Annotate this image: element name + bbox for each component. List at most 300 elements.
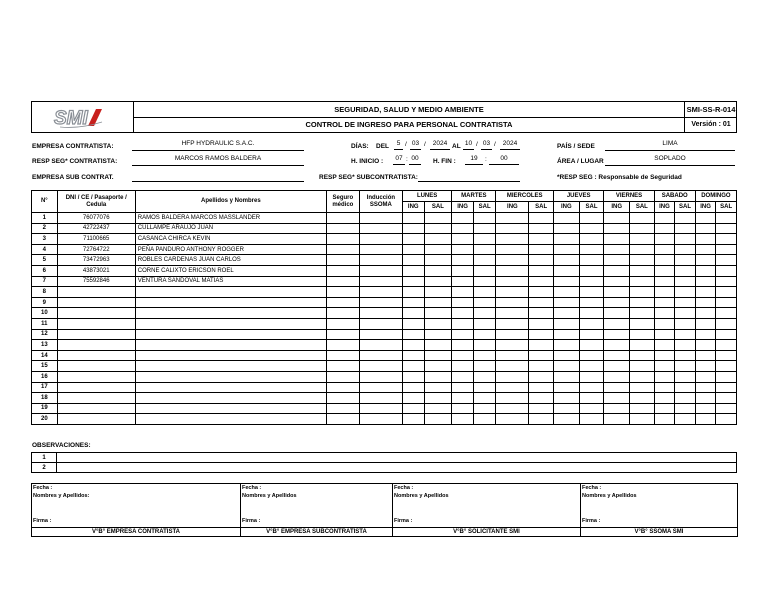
dni-cell[interactable]: 73472963 — [57, 255, 135, 266]
time-cell[interactable] — [604, 414, 630, 425]
time-cell[interactable] — [604, 244, 630, 255]
time-cell[interactable] — [604, 350, 630, 361]
time-cell[interactable] — [716, 371, 737, 382]
time-cell[interactable] — [473, 234, 496, 245]
time-cell[interactable] — [496, 340, 529, 351]
time-cell[interactable] — [402, 287, 424, 298]
time-cell[interactable] — [579, 403, 604, 414]
time-cell[interactable] — [496, 361, 529, 372]
induccion-cell[interactable] — [359, 329, 402, 340]
time-cell[interactable] — [716, 361, 737, 372]
name-cell[interactable]: VENTURA SANDOVAL MATIAS — [135, 276, 326, 287]
time-cell[interactable] — [553, 403, 579, 414]
time-cell[interactable] — [695, 308, 716, 319]
time-cell[interactable] — [402, 361, 424, 372]
time-cell[interactable] — [529, 234, 554, 245]
time-cell[interactable] — [579, 371, 604, 382]
time-cell[interactable] — [424, 371, 452, 382]
name-cell[interactable] — [135, 287, 326, 298]
time-cell[interactable] — [716, 276, 737, 287]
time-cell[interactable] — [675, 297, 696, 308]
time-cell[interactable] — [630, 255, 655, 266]
time-cell[interactable] — [604, 340, 630, 351]
time-cell[interactable] — [630, 265, 655, 276]
time-cell[interactable] — [695, 361, 716, 372]
time-cell[interactable] — [529, 350, 554, 361]
time-cell[interactable] — [695, 297, 716, 308]
time-cell[interactable] — [579, 329, 604, 340]
seguro-cell[interactable] — [326, 382, 359, 393]
dni-cell[interactable]: 72764722 — [57, 244, 135, 255]
time-cell[interactable] — [654, 382, 675, 393]
seguro-cell[interactable] — [326, 350, 359, 361]
name-cell[interactable]: CORNE CALIXTO ERICSON ROEL — [135, 265, 326, 276]
induccion-cell[interactable] — [359, 276, 402, 287]
name-cell[interactable] — [135, 403, 326, 414]
time-cell[interactable] — [695, 234, 716, 245]
dni-cell[interactable] — [57, 393, 135, 404]
time-cell[interactable] — [553, 382, 579, 393]
time-cell[interactable] — [716, 318, 737, 329]
time-cell[interactable] — [654, 213, 675, 224]
time-cell[interactable] — [716, 255, 737, 266]
time-cell[interactable] — [402, 371, 424, 382]
time-cell[interactable] — [553, 297, 579, 308]
time-cell[interactable] — [452, 297, 474, 308]
seguro-cell[interactable] — [326, 255, 359, 266]
name-cell[interactable] — [135, 329, 326, 340]
time-cell[interactable] — [529, 382, 554, 393]
time-cell[interactable] — [695, 213, 716, 224]
seguro-cell[interactable] — [326, 287, 359, 298]
time-cell[interactable] — [716, 287, 737, 298]
time-cell[interactable] — [604, 382, 630, 393]
time-cell[interactable] — [604, 265, 630, 276]
time-cell[interactable] — [675, 244, 696, 255]
time-cell[interactable] — [452, 308, 474, 319]
del-month[interactable]: 03 — [410, 140, 421, 150]
time-cell[interactable] — [553, 340, 579, 351]
time-cell[interactable] — [675, 255, 696, 266]
dni-cell[interactable] — [57, 403, 135, 414]
time-cell[interactable] — [402, 382, 424, 393]
time-cell[interactable] — [716, 414, 737, 425]
name-cell[interactable] — [135, 297, 326, 308]
time-cell[interactable] — [553, 308, 579, 319]
time-cell[interactable] — [654, 361, 675, 372]
induccion-cell[interactable] — [359, 403, 402, 414]
time-cell[interactable] — [424, 287, 452, 298]
time-cell[interactable] — [473, 340, 496, 351]
time-cell[interactable] — [402, 213, 424, 224]
time-cell[interactable] — [654, 350, 675, 361]
time-cell[interactable] — [579, 223, 604, 234]
time-cell[interactable] — [579, 234, 604, 245]
time-cell[interactable] — [695, 255, 716, 266]
time-cell[interactable] — [496, 255, 529, 266]
time-cell[interactable] — [424, 382, 452, 393]
time-cell[interactable] — [424, 255, 452, 266]
time-cell[interactable] — [452, 350, 474, 361]
time-cell[interactable] — [675, 276, 696, 287]
resp-field[interactable]: MARCOS RAMOS BALDERA — [132, 155, 304, 166]
name-cell[interactable] — [135, 350, 326, 361]
time-cell[interactable] — [553, 329, 579, 340]
name-cell[interactable]: ROBLES CARDENAS JUAN CARLOS — [135, 255, 326, 266]
time-cell[interactable] — [553, 287, 579, 298]
time-cell[interactable] — [424, 213, 452, 224]
time-cell[interactable] — [695, 265, 716, 276]
seguro-cell[interactable] — [326, 213, 359, 224]
time-cell[interactable] — [424, 318, 452, 329]
time-cell[interactable] — [424, 223, 452, 234]
time-cell[interactable] — [402, 403, 424, 414]
time-cell[interactable] — [553, 318, 579, 329]
time-cell[interactable] — [654, 340, 675, 351]
time-cell[interactable] — [654, 414, 675, 425]
induccion-cell[interactable] — [359, 308, 402, 319]
del-year[interactable]: 2024 — [430, 140, 450, 150]
time-cell[interactable] — [630, 371, 655, 382]
time-cell[interactable] — [402, 318, 424, 329]
name-cell[interactable] — [135, 371, 326, 382]
time-cell[interactable] — [695, 414, 716, 425]
dni-cell[interactable] — [57, 340, 135, 351]
time-cell[interactable] — [496, 244, 529, 255]
induccion-cell[interactable] — [359, 265, 402, 276]
time-cell[interactable] — [529, 287, 554, 298]
pais-field[interactable]: LIMA — [605, 140, 735, 151]
time-cell[interactable] — [604, 371, 630, 382]
dni-cell[interactable] — [57, 361, 135, 372]
name-cell[interactable] — [135, 382, 326, 393]
name-cell[interactable]: CULLAMPE ARAUJO JUAN — [135, 223, 326, 234]
time-cell[interactable] — [716, 329, 737, 340]
time-cell[interactable] — [675, 213, 696, 224]
induccion-cell[interactable] — [359, 371, 402, 382]
time-cell[interactable] — [473, 350, 496, 361]
del-day[interactable]: 5 — [394, 140, 403, 150]
time-cell[interactable] — [630, 213, 655, 224]
time-cell[interactable] — [579, 350, 604, 361]
time-cell[interactable] — [452, 223, 474, 234]
time-cell[interactable] — [553, 361, 579, 372]
seguro-cell[interactable] — [326, 403, 359, 414]
seguro-cell[interactable] — [326, 414, 359, 425]
time-cell[interactable] — [654, 308, 675, 319]
induccion-cell[interactable] — [359, 393, 402, 404]
time-cell[interactable] — [675, 393, 696, 404]
time-cell[interactable] — [579, 318, 604, 329]
name-cell[interactable] — [135, 393, 326, 404]
time-cell[interactable] — [604, 276, 630, 287]
time-cell[interactable] — [695, 223, 716, 234]
time-cell[interactable] — [402, 244, 424, 255]
time-cell[interactable] — [402, 265, 424, 276]
time-cell[interactable] — [695, 287, 716, 298]
dni-cell[interactable]: 71100665 — [57, 234, 135, 245]
time-cell[interactable] — [553, 393, 579, 404]
time-cell[interactable] — [579, 382, 604, 393]
name-cell[interactable] — [135, 318, 326, 329]
induccion-cell[interactable] — [359, 213, 402, 224]
time-cell[interactable] — [402, 393, 424, 404]
time-cell[interactable] — [604, 234, 630, 245]
time-cell[interactable] — [553, 414, 579, 425]
time-cell[interactable] — [579, 255, 604, 266]
time-cell[interactable] — [402, 234, 424, 245]
time-cell[interactable] — [529, 414, 554, 425]
dni-cell[interactable] — [57, 297, 135, 308]
induccion-cell[interactable] — [359, 287, 402, 298]
time-cell[interactable] — [716, 393, 737, 404]
time-cell[interactable] — [473, 308, 496, 319]
time-cell[interactable] — [424, 244, 452, 255]
time-cell[interactable] — [424, 276, 452, 287]
time-cell[interactable] — [424, 414, 452, 425]
time-cell[interactable] — [473, 287, 496, 298]
seguro-cell[interactable] — [326, 329, 359, 340]
signature-box[interactable] — [241, 484, 393, 528]
time-cell[interactable] — [630, 361, 655, 372]
time-cell[interactable] — [473, 403, 496, 414]
name-cell[interactable] — [135, 308, 326, 319]
time-cell[interactable] — [452, 382, 474, 393]
time-cell[interactable] — [424, 297, 452, 308]
dni-cell[interactable] — [57, 308, 135, 319]
time-cell[interactable] — [716, 340, 737, 351]
dni-cell[interactable] — [57, 382, 135, 393]
time-cell[interactable] — [604, 255, 630, 266]
time-cell[interactable] — [452, 287, 474, 298]
name-cell[interactable]: CASANCA CHIRCA KEVIN — [135, 234, 326, 245]
time-cell[interactable] — [496, 414, 529, 425]
time-cell[interactable] — [675, 308, 696, 319]
time-cell[interactable] — [452, 276, 474, 287]
time-cell[interactable] — [654, 223, 675, 234]
time-cell[interactable] — [473, 414, 496, 425]
time-cell[interactable] — [496, 287, 529, 298]
time-cell[interactable] — [452, 340, 474, 351]
al-day[interactable]: 10 — [463, 140, 474, 150]
time-cell[interactable] — [654, 403, 675, 414]
time-cell[interactable] — [604, 297, 630, 308]
time-cell[interactable] — [553, 371, 579, 382]
time-cell[interactable] — [654, 234, 675, 245]
time-cell[interactable] — [473, 265, 496, 276]
time-cell[interactable] — [654, 371, 675, 382]
time-cell[interactable] — [473, 393, 496, 404]
time-cell[interactable] — [695, 276, 716, 287]
time-cell[interactable] — [716, 382, 737, 393]
seguro-cell[interactable] — [326, 276, 359, 287]
time-cell[interactable] — [553, 350, 579, 361]
name-cell[interactable] — [135, 361, 326, 372]
time-cell[interactable] — [473, 213, 496, 224]
induccion-cell[interactable] — [359, 382, 402, 393]
dni-cell[interactable]: 42722437 — [57, 223, 135, 234]
time-cell[interactable] — [675, 265, 696, 276]
seguro-cell[interactable] — [326, 308, 359, 319]
time-cell[interactable] — [473, 297, 496, 308]
time-cell[interactable] — [654, 297, 675, 308]
time-cell[interactable] — [402, 414, 424, 425]
time-cell[interactable] — [496, 403, 529, 414]
time-cell[interactable] — [452, 234, 474, 245]
time-cell[interactable] — [496, 308, 529, 319]
time-cell[interactable] — [695, 340, 716, 351]
time-cell[interactable] — [604, 393, 630, 404]
seguro-cell[interactable] — [326, 223, 359, 234]
time-cell[interactable] — [529, 255, 554, 266]
induccion-cell[interactable] — [359, 244, 402, 255]
sub-field[interactable] — [132, 171, 304, 182]
hinicio-hour[interactable]: 07 — [393, 155, 405, 165]
name-cell[interactable] — [135, 340, 326, 351]
time-cell[interactable] — [630, 340, 655, 351]
time-cell[interactable] — [654, 255, 675, 266]
time-cell[interactable] — [424, 234, 452, 245]
time-cell[interactable] — [402, 350, 424, 361]
time-cell[interactable] — [452, 414, 474, 425]
time-cell[interactable] — [716, 308, 737, 319]
time-cell[interactable] — [452, 371, 474, 382]
signature-box[interactable] — [393, 484, 581, 528]
time-cell[interactable] — [630, 329, 655, 340]
induccion-cell[interactable] — [359, 223, 402, 234]
time-cell[interactable] — [675, 223, 696, 234]
induccion-cell[interactable] — [359, 350, 402, 361]
al-year[interactable]: 2024 — [500, 140, 520, 150]
observacion-field[interactable] — [57, 463, 737, 473]
time-cell[interactable] — [675, 350, 696, 361]
time-cell[interactable] — [675, 371, 696, 382]
time-cell[interactable] — [630, 393, 655, 404]
time-cell[interactable] — [496, 382, 529, 393]
time-cell[interactable] — [675, 414, 696, 425]
resp-sub-field[interactable] — [418, 171, 520, 182]
time-cell[interactable] — [496, 329, 529, 340]
time-cell[interactable] — [424, 329, 452, 340]
time-cell[interactable] — [452, 393, 474, 404]
area-field[interactable]: SOPLADO — [605, 155, 735, 166]
time-cell[interactable] — [529, 329, 554, 340]
signature-box[interactable] — [581, 484, 738, 528]
time-cell[interactable] — [529, 403, 554, 414]
time-cell[interactable] — [402, 255, 424, 266]
time-cell[interactable] — [529, 297, 554, 308]
time-cell[interactable] — [496, 265, 529, 276]
time-cell[interactable] — [452, 265, 474, 276]
time-cell[interactable] — [675, 318, 696, 329]
time-cell[interactable] — [579, 265, 604, 276]
time-cell[interactable] — [473, 382, 496, 393]
time-cell[interactable] — [675, 234, 696, 245]
time-cell[interactable] — [529, 244, 554, 255]
induccion-cell[interactable] — [359, 255, 402, 266]
time-cell[interactable] — [695, 244, 716, 255]
time-cell[interactable] — [716, 213, 737, 224]
time-cell[interactable] — [529, 340, 554, 351]
time-cell[interactable] — [716, 350, 737, 361]
dni-cell[interactable] — [57, 318, 135, 329]
time-cell[interactable] — [579, 361, 604, 372]
time-cell[interactable] — [604, 308, 630, 319]
time-cell[interactable] — [402, 276, 424, 287]
time-cell[interactable] — [630, 318, 655, 329]
time-cell[interactable] — [695, 393, 716, 404]
time-cell[interactable] — [630, 403, 655, 414]
time-cell[interactable] — [529, 361, 554, 372]
time-cell[interactable] — [473, 255, 496, 266]
dni-cell[interactable] — [57, 414, 135, 425]
time-cell[interactable] — [424, 308, 452, 319]
time-cell[interactable] — [654, 318, 675, 329]
time-cell[interactable] — [496, 234, 529, 245]
time-cell[interactable] — [630, 223, 655, 234]
dni-cell[interactable]: 75592846 — [57, 276, 135, 287]
time-cell[interactable] — [473, 318, 496, 329]
dni-cell[interactable] — [57, 287, 135, 298]
time-cell[interactable] — [695, 318, 716, 329]
time-cell[interactable] — [424, 393, 452, 404]
time-cell[interactable] — [630, 414, 655, 425]
time-cell[interactable] — [604, 361, 630, 372]
time-cell[interactable] — [553, 255, 579, 266]
time-cell[interactable] — [579, 276, 604, 287]
time-cell[interactable] — [630, 287, 655, 298]
seguro-cell[interactable] — [326, 340, 359, 351]
time-cell[interactable] — [424, 340, 452, 351]
hfin-hour[interactable]: 19 — [465, 155, 483, 165]
time-cell[interactable] — [553, 276, 579, 287]
time-cell[interactable] — [553, 244, 579, 255]
time-cell[interactable] — [553, 213, 579, 224]
time-cell[interactable] — [496, 213, 529, 224]
time-cell[interactable] — [529, 265, 554, 276]
dni-cell[interactable]: 76077076 — [57, 213, 135, 224]
seguro-cell[interactable] — [326, 371, 359, 382]
time-cell[interactable] — [654, 393, 675, 404]
time-cell[interactable] — [473, 371, 496, 382]
time-cell[interactable] — [553, 234, 579, 245]
time-cell[interactable] — [553, 265, 579, 276]
time-cell[interactable] — [695, 350, 716, 361]
time-cell[interactable] — [529, 276, 554, 287]
time-cell[interactable] — [529, 371, 554, 382]
seguro-cell[interactable] — [326, 393, 359, 404]
time-cell[interactable] — [654, 287, 675, 298]
time-cell[interactable] — [452, 361, 474, 372]
time-cell[interactable] — [695, 329, 716, 340]
time-cell[interactable] — [529, 223, 554, 234]
time-cell[interactable] — [579, 308, 604, 319]
name-cell[interactable]: PEÑA PANDURO ANTHONY ROGGER — [135, 244, 326, 255]
time-cell[interactable] — [473, 276, 496, 287]
time-cell[interactable] — [452, 329, 474, 340]
hfin-min[interactable]: 00 — [489, 155, 519, 165]
time-cell[interactable] — [473, 329, 496, 340]
time-cell[interactable] — [675, 403, 696, 414]
time-cell[interactable] — [452, 255, 474, 266]
time-cell[interactable] — [716, 223, 737, 234]
name-cell[interactable]: RAMOS BALDERA MARCOS MASSLANDER — [135, 213, 326, 224]
seguro-cell[interactable] — [326, 244, 359, 255]
time-cell[interactable] — [630, 308, 655, 319]
time-cell[interactable] — [473, 244, 496, 255]
observacion-field[interactable] — [57, 453, 737, 463]
time-cell[interactable] — [529, 318, 554, 329]
